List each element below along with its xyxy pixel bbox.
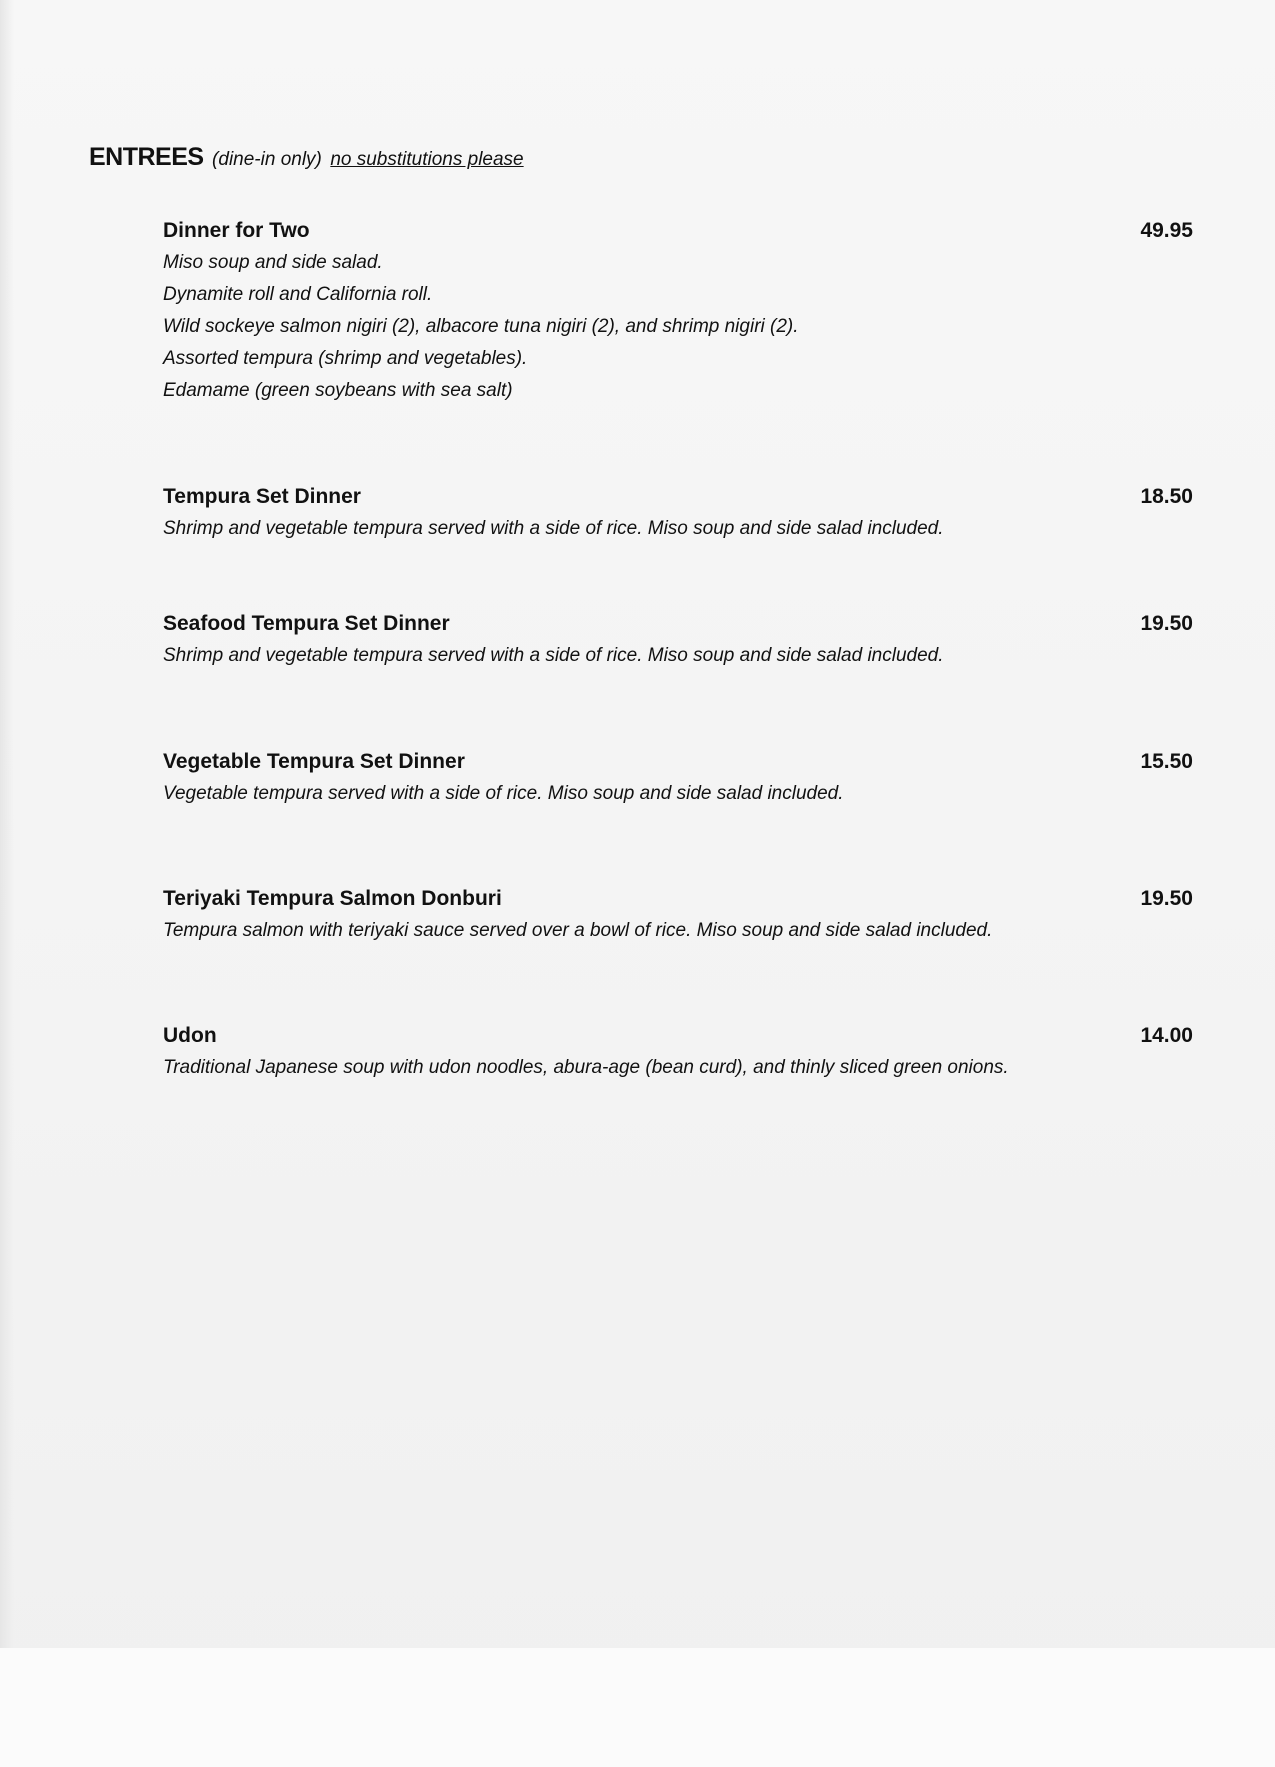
section-notice: no substitutions please bbox=[330, 149, 524, 170]
menu-item-description: Traditional Japanese soup with udon noodles, abura-age (bean curd), and thinly sliced green onions. bbox=[163, 1057, 1009, 1078]
menu-item-price: 18.50 bbox=[1140, 485, 1193, 508]
menu-item-description: Dynamite roll and California roll. bbox=[163, 284, 433, 305]
menu-item bbox=[163, 746, 1193, 810]
menu-item-price: 14.00 bbox=[1140, 1024, 1193, 1047]
menu-item-description: Shrimp and vegetable tempura served with a side of rice. Miso soup and side salad included. bbox=[163, 645, 944, 666]
section-note: (dine-in only) bbox=[212, 149, 322, 170]
menu-item-name: Tempura Set Dinner bbox=[163, 485, 361, 508]
menu-item-description: Miso soup and side salad. bbox=[163, 252, 383, 273]
menu-item-description: Vegetable tempura served with a side of rice. Miso soup and side salad included. bbox=[163, 783, 844, 804]
menu-item-name: Seafood Tempura Set Dinner bbox=[163, 612, 450, 635]
menu-item-description: Wild sockeye salmon nigiri (2), albacore tuna nigiri (2), and shrimp nigiri (2). bbox=[163, 316, 799, 337]
menu-item bbox=[163, 883, 1193, 947]
menu-item-name: Udon bbox=[163, 1024, 217, 1047]
menu-item-description: Edamame (green soybeans with sea salt) bbox=[163, 380, 513, 401]
menu-item-name: Teriyaki Tempura Salmon Donburi bbox=[163, 887, 502, 910]
menu-item bbox=[163, 1020, 1193, 1084]
menu-item-price: 19.50 bbox=[1140, 612, 1193, 635]
menu-item-name: Dinner for Two bbox=[163, 219, 310, 242]
menu-item bbox=[163, 481, 1193, 545]
menu-item-price: 19.50 bbox=[1140, 887, 1193, 910]
menu-item-name: Vegetable Tempura Set Dinner bbox=[163, 750, 465, 773]
menu-item-description: Tempura salmon with teriyaki sauce served over a bowl of rice. Miso soup and side salad included. bbox=[163, 920, 993, 941]
section-header bbox=[89, 143, 524, 172]
menu-item bbox=[163, 608, 1193, 672]
menu-item-price: 15.50 bbox=[1140, 750, 1193, 773]
scan-bottom-band bbox=[0, 1648, 1275, 1767]
menu-item-description: Shrimp and vegetable tempura served with a side of rice. Miso soup and side salad included. bbox=[163, 518, 944, 539]
page-edge-shadow bbox=[0, 0, 14, 1767]
section-title: ENTREES bbox=[89, 143, 204, 171]
menu-item-description: Assorted tempura (shrimp and vegetables). bbox=[163, 348, 528, 369]
menu-item bbox=[163, 215, 1193, 407]
menu-item-price: 49.95 bbox=[1140, 219, 1193, 242]
